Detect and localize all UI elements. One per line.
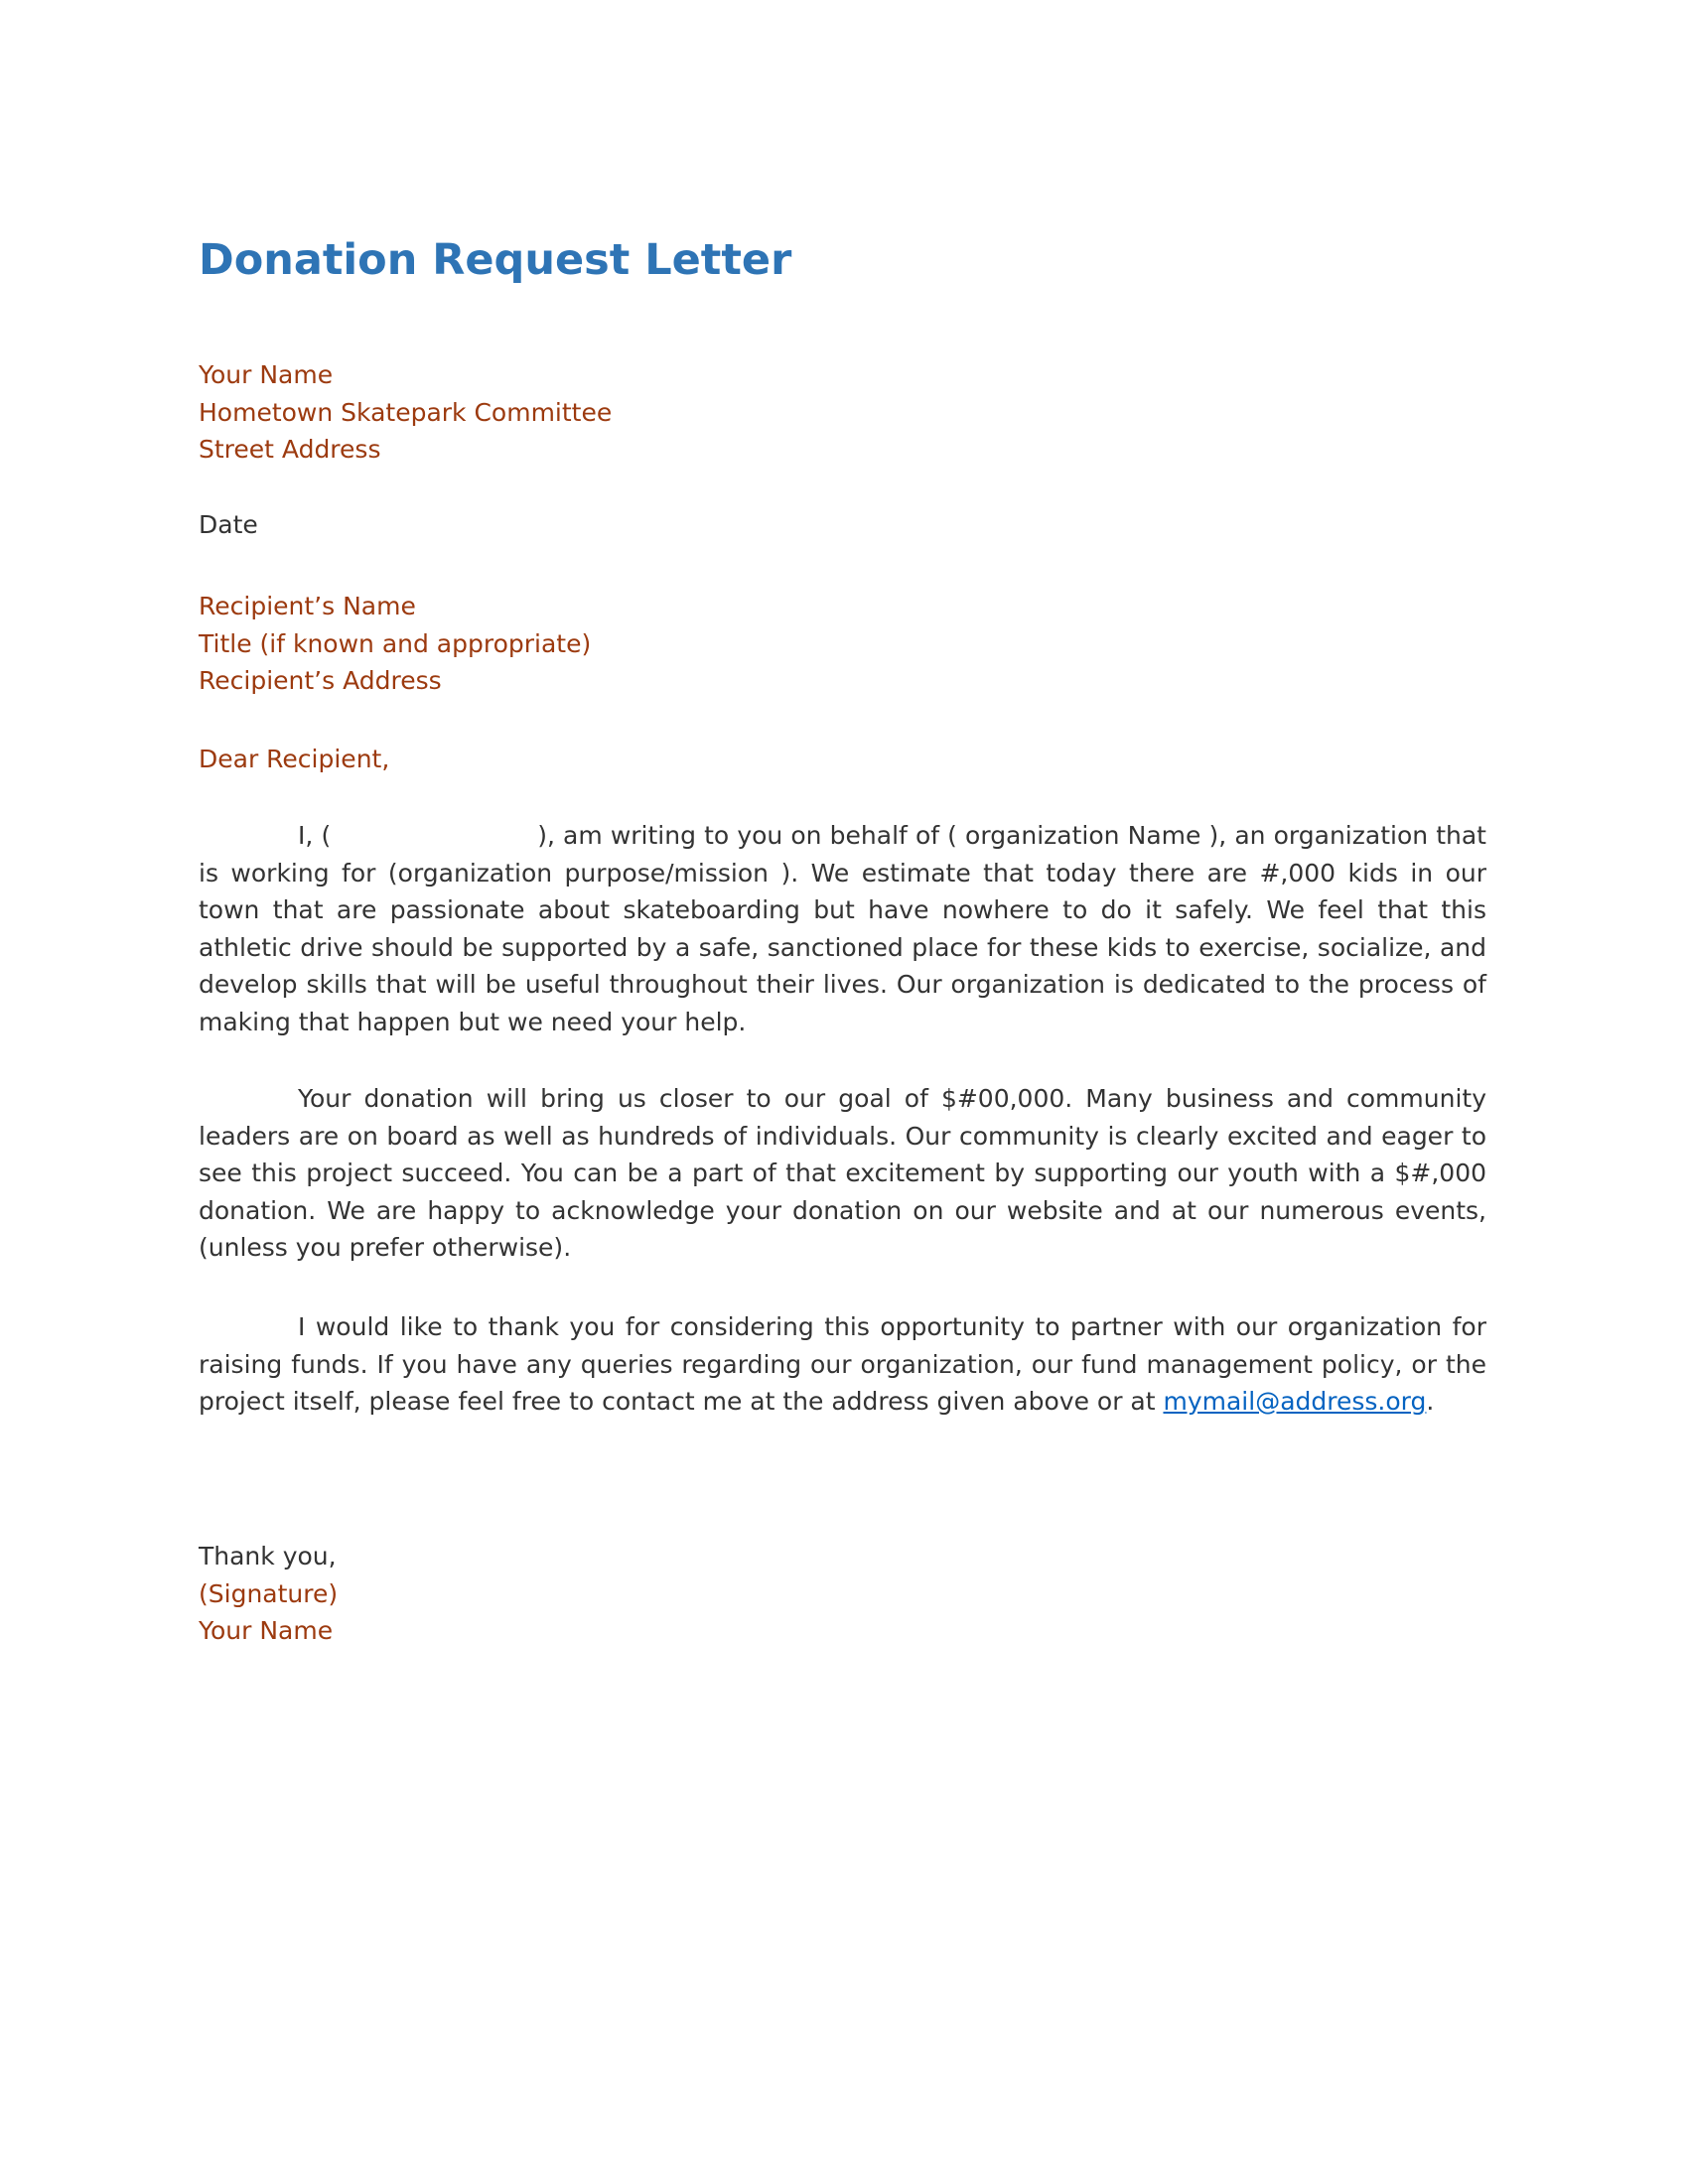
paragraph-2-text: Your donation will bring us closer to our goal of $#00,000. Many business and community leaders are on board as well as hundreds of individuals. Our community is clearly excited and eager to see this project succeed. You can be a part of that excitement by supporting our youth with a $#,000 donation. We are happy to acknowledge your donation on our website and at our numerous events, (unless you prefer otherwise). [199,1084,1486,1262]
salutation-block [199,741,1486,778]
paragraph-1 [199,817,1486,1040]
sender-name: Your Name [199,360,334,389]
email-link[interactable]: mymail@address.org [1163,1387,1427,1416]
recipient-title: Title (if known and appropriate) [199,628,592,658]
paragraph-1-text: ), am writing to you on behalf of ( organization Name ), an organization that is working for (organization purpose/mission ). We estimate that today there are #,000 kids in our town that are passionate about skateboarding but have nowhere to do it safely. We feel that this athletic drive should be supported by a safe, sanctioned place for these kids to exercise, socialize, and develop skills that will be useful throughout their lives. Our organization is dedicated to the process of making that happen but we need your help. [199,821,1486,1036]
paragraph-3-text: I would like to thank you for considering this opportunity to partner with our organization for raising funds. If you have any queries regarding our organization, our fund management policy, or the project itself, please feel free to contact me at the address given above or at [199,1312,1486,1416]
letter-title: Donation Request Letter [199,235,792,285]
recipient-block [199,588,1486,700]
paragraph-2 [199,1080,1486,1267]
paragraph-3-end: . [1426,1387,1435,1416]
recipient-name: Recipient’s Name [199,592,416,620]
salutation: Dear Recipient, [199,745,390,773]
sign-off: Thank you, [199,1542,337,1570]
paragraph-1-open: I, ( [298,821,332,850]
closing-block [199,1538,1486,1650]
paragraph-3 [199,1308,1486,1421]
closing-name: Your Name [199,1616,334,1645]
sender-block [199,356,1486,469]
letter-date: Date [199,510,258,539]
recipient-address: Recipient’s Address [199,666,442,695]
sender-address: Street Address [199,435,381,464]
sender-organization: Hometown Skatepark Committee [199,397,613,427]
date-block [199,506,1486,544]
signature-placeholder: (Signature) [199,1578,339,1608]
